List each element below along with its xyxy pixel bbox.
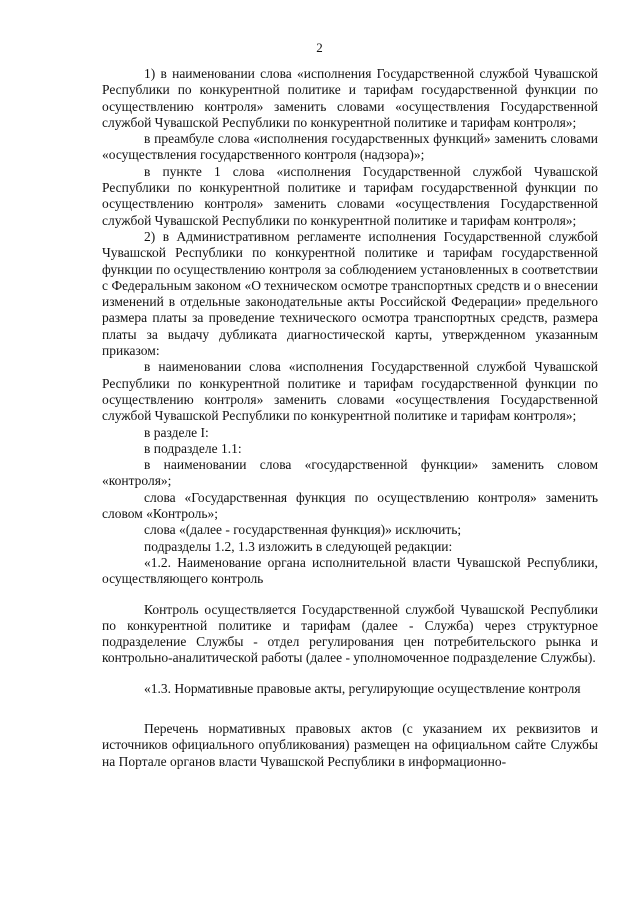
paragraph: в наименовании слова «исполнения Государственной службой Чувашской Республики по конкурентной политике и тарифам государственной функции по осуществлению контроля» заменить словами «осуществления Государственной службой Чувашской Республики по конкурентной политике и тарифам контроля»; (102, 359, 598, 424)
section-heading: «1.2. Наименование органа исполнительной власти Чувашской Республики, осуществляющего контроль (102, 554, 598, 587)
paragraph: подразделы 1.2, 1.3 изложить в следующей редакции: (144, 538, 453, 554)
paragraph: Контроль осуществляется Государственной службой Чувашской Республики по конкурентной политике и тарифам (далее - Служба) через структурное подразделение Службы - отдел регулирования цен потребительского рынка и контрольно-аналитической работы (далее - уполномоченное подразделение Службы). (102, 601, 598, 666)
page-number: 2 (316, 40, 323, 55)
document-body (102, 66, 598, 770)
paragraph: в подразделе 1.1: (144, 440, 242, 456)
paragraph: слова «(далее - государственная функция)» исключить; (144, 522, 462, 538)
paragraph: 1) в наименовании слова «исполнения Государственной службой Чувашской Республики по конкурентной политике и тарифам государственной функции по осуществлению контроля» заменить словами «осуществления Государственной службой Чувашской Республики по конкурентной политике и тарифам контроля»; (102, 66, 598, 130)
section-heading: «1.3. Нормативные правовые акты, регулирующие осуществление контроля (144, 680, 581, 696)
paragraph: в наименовании слова «государственной функции» заменить словом «контроля»; (102, 457, 598, 489)
paragraph: Перечень нормативных правовых актов (с указанием их реквизитов и источников официального опубликования) размещен на официальном сайте Службы на Портале органов власти Чувашской Республики в информационно- (102, 720, 598, 769)
paragraph: слова «Государственная функция по осуществлению контроля» заменить словом «Контроль»; (102, 489, 598, 522)
paragraph: в пункте 1 слова «исполнения Государственной службой Чувашской Республики по конкурентной политике и тарифам государственной функции по осуществлению контроля» заменить словами «осуществления Государственной службой Чувашской Республики по конкурентной политике и тарифам контроля»; (102, 163, 598, 228)
paragraph: в преамбуле слова «исполнения государственных функций» заменить словами «осуществления государственного контроля (надзора)»; (102, 131, 598, 163)
paragraph: в разделе I: (144, 424, 209, 440)
paragraph: 2) в Административном регламенте исполнения Государственной службой Чувашской Республики по конкурентной политике и тарифам государственной функции по осуществлению контроля за соблюдением установленных в соответствии с Федеральным законом «О техническом осмотре транспортных средств и о внесении изменений в отдельные законодательные акты Российской Федерации» предельного размера платы за проведение технического осмотра транспортных средств, размера платы за выдачу дубликата диагностической карты, утвержденном указанным приказом: (102, 228, 598, 359)
